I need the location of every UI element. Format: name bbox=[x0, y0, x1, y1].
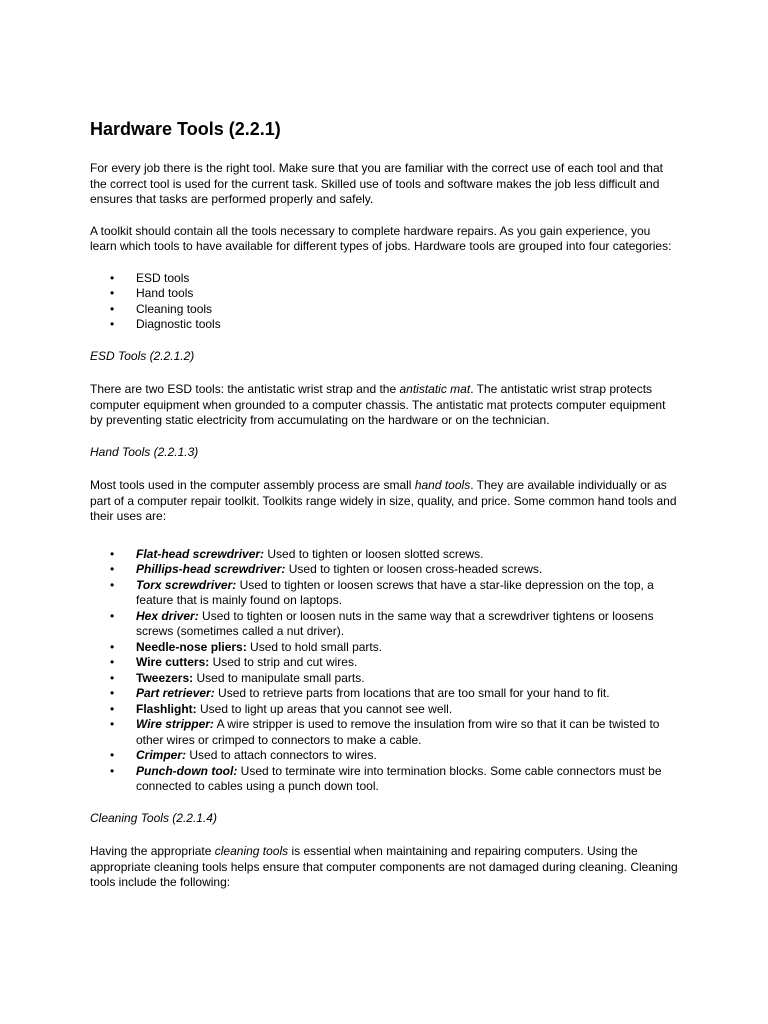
esd-text-after: . The antistatic wrist strap protects computer equipment when grounded to a computer chassis. The antistatic mat protects computer equipment by preventing static electricity from accumulating on the hardware or on the technician. bbox=[90, 382, 666, 427]
tool-desc: Used to strip and cut wires. bbox=[209, 655, 358, 669]
hand-text-before: Most tools used in the computer assembly process are small bbox=[90, 478, 415, 492]
tool-term: Flat-head screwdriver: bbox=[136, 546, 265, 561]
esd-emphasis: antistatic mat bbox=[399, 382, 471, 396]
tool-term: Hex driver: bbox=[136, 608, 199, 623]
tool-desc: Used to terminate wire into termination blocks. Some cable connectors must be connected to cables using a punch down tool. bbox=[136, 763, 662, 793]
tool-term: Punch-down tool: bbox=[136, 763, 238, 778]
tool-desc: Used to manipulate small parts. bbox=[193, 670, 365, 685]
tool-desc: Used to tighten or loosen cross-headed screws. bbox=[285, 562, 543, 576]
list-item: • Hand tools bbox=[136, 286, 680, 302]
list-item bbox=[136, 609, 680, 640]
tool-desc: Used to tighten or loosen screws that have a star-like depression on the top, a feature that is mainly found on laptops. bbox=[136, 577, 654, 607]
list-item bbox=[136, 562, 680, 578]
tool-term: Torx screwdriver: bbox=[136, 577, 237, 592]
tool-term: Crimper: bbox=[136, 748, 187, 762]
tool-desc: Used to hold small parts. bbox=[246, 639, 383, 654]
category-list bbox=[90, 271, 680, 333]
list-item bbox=[136, 655, 680, 671]
page-title: Hardware Tools (2.2.1) bbox=[90, 119, 281, 139]
toolkit-paragraph: A toolkit should contain all the tools necessary to complete hardware repairs. As you gain experience, you learn which tools to have available for different types of jobs. Hardware tools are grouped into four categories: bbox=[90, 223, 672, 253]
esd-paragraph bbox=[90, 382, 680, 429]
tool-term: Wire cutters: bbox=[136, 655, 210, 669]
esd-text-before: There are two ESD tools: the antistatic wrist strap and the bbox=[90, 382, 400, 396]
list-item: • Cleaning tools bbox=[136, 302, 680, 318]
list-item bbox=[136, 578, 680, 609]
tool-term: Needle-nose pliers: bbox=[136, 639, 247, 654]
list-item bbox=[136, 748, 680, 764]
list-item: • ESD tools bbox=[136, 271, 680, 287]
tool-term: Phillips-head screwdriver: bbox=[136, 562, 286, 576]
tool-desc: Used to tighten or loosen slotted screws. bbox=[264, 546, 484, 561]
list-item: • Diagnostic tools bbox=[136, 317, 680, 333]
tool-desc: Used to retrieve parts from locations that are too small for your hand to fit. bbox=[214, 686, 610, 700]
intro-paragraph: For every job there is the right tool. Make sure that you are familiar with the correct use of each tool and that the correct tool is used for the current task. Skilled use of tools and software makes the job less difficult and ensures that tasks are performed properly and safely. bbox=[90, 161, 663, 206]
tool-desc: Used to attach connectors to wires. bbox=[186, 748, 377, 762]
hand-tools-list bbox=[90, 547, 680, 795]
list-item bbox=[136, 686, 680, 702]
cleaning-text-before: Having the appropriate bbox=[90, 844, 215, 858]
hand-text-after: . They are available individually or as part of a computer repair toolkit. Toolkits range widely in size, quality, and price. Some common hand tools and their uses are: bbox=[90, 478, 677, 523]
hand-tools-heading: Hand Tools (2.2.1.3) bbox=[90, 444, 199, 459]
cleaning-emphasis: cleaning tools bbox=[214, 844, 289, 858]
hand-paragraph bbox=[90, 478, 680, 525]
hand-emphasis: hand tools bbox=[414, 478, 471, 492]
list-item bbox=[136, 640, 680, 656]
tool-desc: Used to light up areas that you cannot see well. bbox=[196, 701, 453, 716]
esd-tools-heading: ESD Tools (2.2.1.2) bbox=[90, 348, 195, 363]
tool-desc: A wire stripper is used to remove the insulation from wire so that it can be twisted to other wires or crimped to connectors to make a cable. bbox=[136, 717, 660, 747]
list-item bbox=[136, 764, 680, 795]
cleaning-tools-heading: Cleaning Tools (2.2.1.4) bbox=[90, 810, 217, 825]
tool-desc: Used to tighten or loosen nuts in the same way that a screwdriver tightens or loosens screws (sometimes called a nut driver). bbox=[136, 608, 654, 638]
list-item bbox=[136, 671, 680, 687]
list-item bbox=[136, 702, 680, 718]
tool-term: Wire stripper: bbox=[136, 717, 214, 731]
tool-term: Tweezers: bbox=[136, 670, 194, 685]
list-item bbox=[136, 547, 680, 563]
cleaning-paragraph bbox=[90, 844, 680, 891]
tool-term: Part retriever: bbox=[136, 686, 215, 700]
cleaning-text-after: is essential when maintaining and repairing computers. Using the appropriate cleaning tools helps ensure that computer components are not damaged during cleaning. Cleaning tools include the following: bbox=[90, 844, 678, 889]
list-item bbox=[136, 717, 680, 748]
tool-term: Flashlight: bbox=[136, 701, 197, 716]
